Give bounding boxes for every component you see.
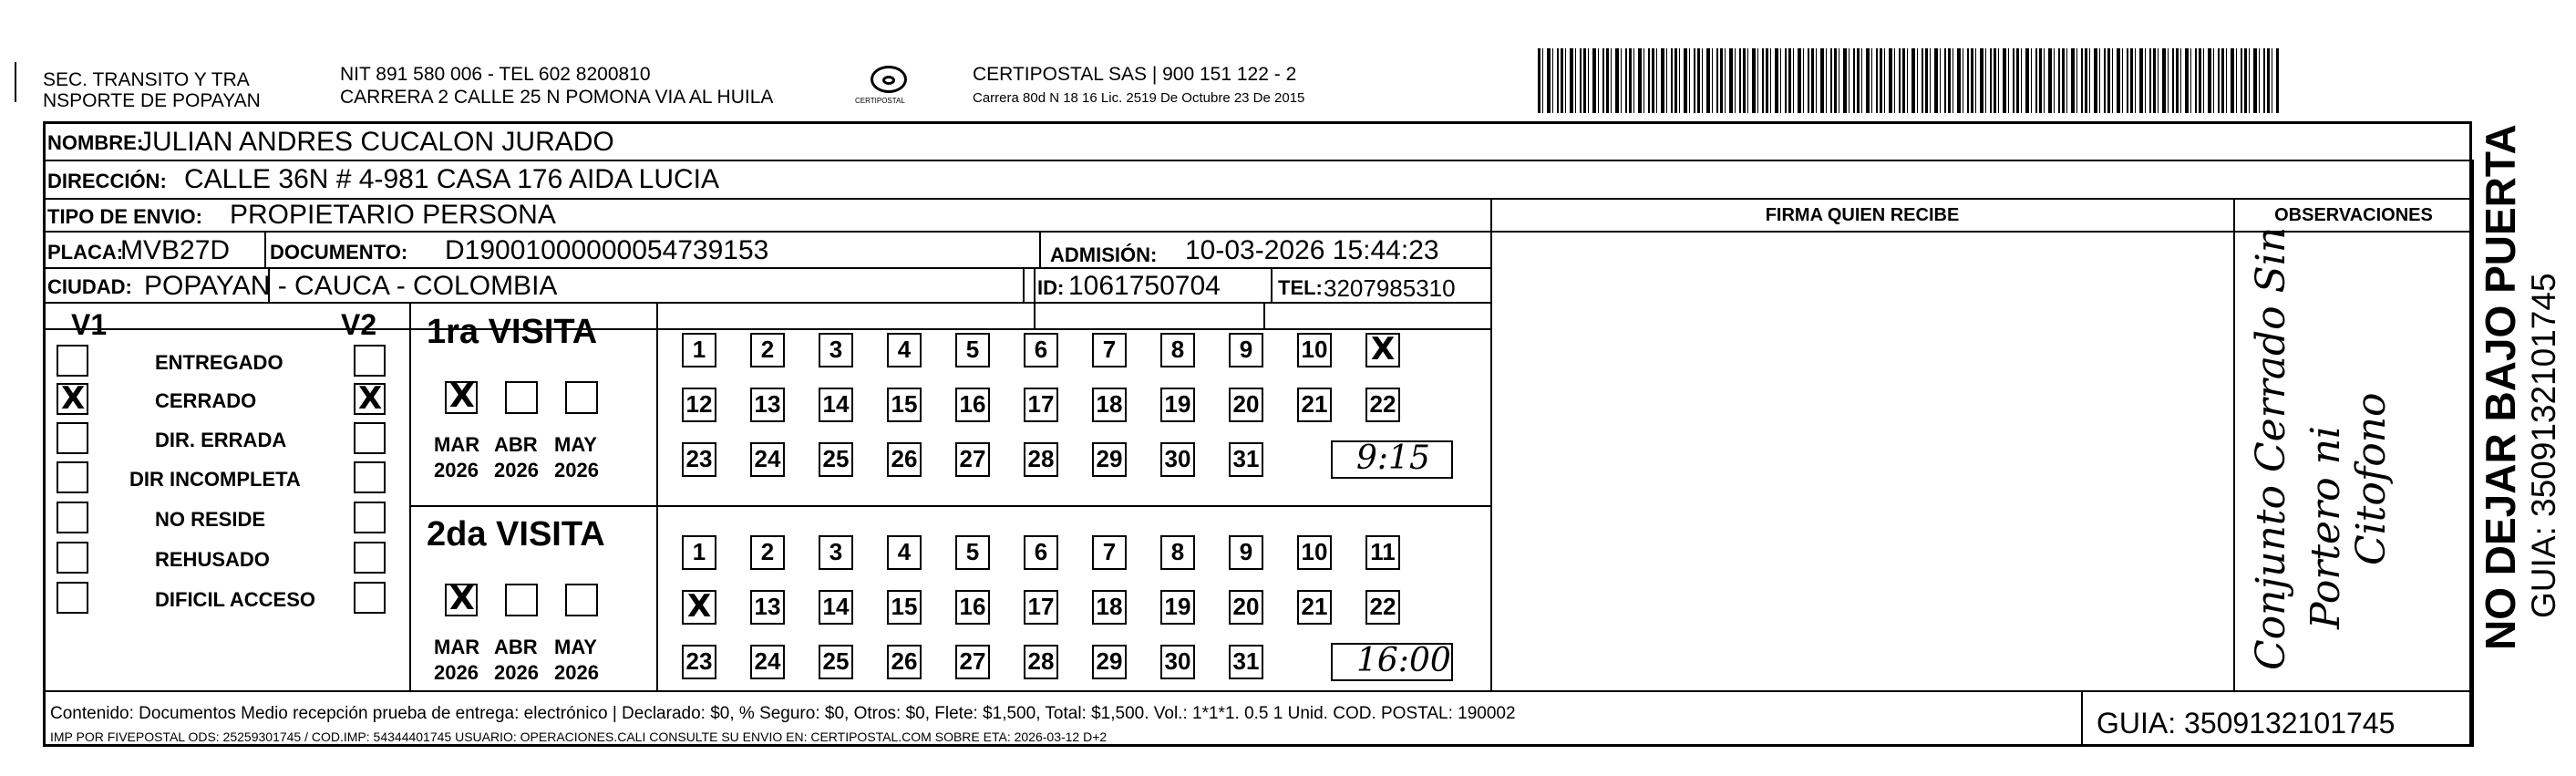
row-divider xyxy=(43,328,1490,330)
day-box-14: 14 xyxy=(819,590,853,625)
nombre-label: NOMBRE: xyxy=(47,131,144,154)
day-box-9: 9 xyxy=(1229,535,1263,570)
day-box-6: 6 xyxy=(1024,535,1058,570)
day-box-20: 20 xyxy=(1229,388,1263,422)
day-marked-x: X xyxy=(1371,331,1396,367)
v1-check-mark: X xyxy=(61,380,86,417)
month-checkbox xyxy=(565,381,598,414)
observation-line-2: Citofono xyxy=(2348,392,2395,565)
day-box-29: 29 xyxy=(1092,442,1127,477)
col-divider xyxy=(656,302,658,690)
day-box-2: 2 xyxy=(750,535,785,570)
day-box-14: 14 xyxy=(819,388,853,422)
documento-label: DOCUMENTO: xyxy=(270,241,408,264)
v2-checkbox xyxy=(354,380,386,417)
month-checkbox xyxy=(445,580,478,617)
day-box-18: 18 xyxy=(1092,590,1127,625)
day-box-30: 30 xyxy=(1160,442,1195,477)
day-box-12: 12 xyxy=(682,388,716,422)
year-label: 2026 xyxy=(494,661,539,684)
day-box-1: 1 xyxy=(682,333,716,367)
month-label: MAY xyxy=(554,433,597,456)
col-divider xyxy=(1263,302,1265,328)
no-dejar-bajo-puerta-notice: NO DEJAR BAJO PUERTA xyxy=(2477,124,2524,650)
month-label: MAY xyxy=(554,636,597,658)
status-label-5: REHUSADO xyxy=(155,548,270,571)
tel-label: TEL: xyxy=(1278,276,1323,299)
v2-checkbox xyxy=(354,422,386,454)
logo-text: CERTIPOSTAL xyxy=(855,97,905,105)
tipo-envio-label: TIPO DE ENVIO: xyxy=(47,205,202,228)
ciudad-value: POPAYAN - CAUCA - COLOMBIA xyxy=(144,271,558,301)
day-box-11 xyxy=(1365,333,1400,367)
day-box-26: 26 xyxy=(887,645,922,679)
col-divider xyxy=(1039,231,1041,267)
v2-checkbox xyxy=(354,582,386,614)
nombre-value: JULIAN ANDRES CUCALON JURADO xyxy=(139,127,614,157)
visit-time-handwritten: 16:00 xyxy=(1356,642,1451,679)
footer-content-line: Contenido: Documentos Medio recepción prueba de entrega: electrónico | Declarado: $0, % Seguro: $0, Otros: $0, Flete: $1,500, Total: $1,500. Vol.: 1*1*1. 0.5 1 Unid. COD. POSTAL: 190002 xyxy=(50,704,1516,723)
month-check-mark: X xyxy=(449,378,475,415)
day-box-29: 29 xyxy=(1092,645,1127,679)
row-divider xyxy=(409,505,1490,507)
visit-time-handwritten: 9:15 xyxy=(1356,440,1430,477)
v1-checkbox xyxy=(57,542,88,574)
day-box-12 xyxy=(682,590,716,625)
status-label-2: DIR. ERRADA xyxy=(155,429,287,451)
day-box-18: 18 xyxy=(1092,388,1127,422)
admision-value: 10-03-2026 15:44:23 xyxy=(1185,235,1439,265)
day-box-31: 31 xyxy=(1229,645,1263,679)
month-checkbox xyxy=(505,381,538,414)
row-divider xyxy=(43,231,2472,233)
day-box-7: 7 xyxy=(1092,535,1127,570)
day-box-3: 3 xyxy=(819,333,853,367)
status-label-6: DIFICIL ACCESO xyxy=(155,588,316,611)
day-box-22: 22 xyxy=(1365,590,1400,625)
v2-check-mark: X xyxy=(358,380,383,417)
col-divider xyxy=(2472,160,2474,747)
day-box-30: 30 xyxy=(1160,645,1195,679)
day-box-24: 24 xyxy=(750,645,785,679)
row-divider xyxy=(43,302,1490,304)
day-box-26: 26 xyxy=(887,442,922,477)
id-label: ID: xyxy=(1037,276,1065,299)
day-box-17: 17 xyxy=(1024,388,1058,422)
day-box-25: 25 xyxy=(819,442,853,477)
day-box-28: 28 xyxy=(1024,645,1058,679)
day-box-27: 27 xyxy=(955,645,990,679)
col-divider xyxy=(2233,198,2235,690)
certipostal-logo-icon xyxy=(871,66,907,93)
day-marked-x: X xyxy=(687,588,712,625)
day-box-10: 10 xyxy=(1297,535,1332,570)
status-label-1: CERRADO xyxy=(155,389,257,412)
v2-checkbox xyxy=(354,345,386,377)
ciudad-label: CIUDAD: xyxy=(47,275,132,298)
v2-header: V2 xyxy=(341,308,377,341)
visit-time-box xyxy=(1331,440,1453,479)
day-box-4: 4 xyxy=(887,333,922,367)
day-box-21: 21 xyxy=(1297,388,1332,422)
status-label-3: DIR INCOMPLETA xyxy=(129,468,301,491)
v1-checkbox xyxy=(57,422,88,454)
sender-line-1: SEC. TRANSITO Y TRA xyxy=(43,69,250,90)
year-label: 2026 xyxy=(554,459,599,481)
day-box-23: 23 xyxy=(682,645,716,679)
observation-line-0: Conjunto Cerrado Sin xyxy=(2248,226,2294,670)
day-box-31: 31 xyxy=(1229,442,1263,477)
v1-header: V1 xyxy=(71,308,108,341)
day-box-22: 22 xyxy=(1365,388,1400,422)
nit-line-2: CARRERA 2 CALLE 25 N POMONA VIA AL HUILA xyxy=(340,87,774,108)
col-divider xyxy=(409,302,411,690)
day-box-8: 8 xyxy=(1160,333,1195,367)
day-box-28: 28 xyxy=(1024,442,1058,477)
col-divider xyxy=(1271,267,1273,302)
status-label-0: ENTREGADO xyxy=(155,351,283,374)
v2-checkbox xyxy=(354,502,386,533)
col-divider xyxy=(1023,267,1025,302)
firma-label: FIRMA QUIEN RECIBE xyxy=(1765,205,1960,225)
visit-title: 2da VISITA xyxy=(427,515,605,554)
row-divider xyxy=(43,690,2472,692)
admision-label: ADMISIÓN: xyxy=(1050,243,1158,266)
day-box-19: 19 xyxy=(1160,388,1195,422)
footer-print-line: IMP POR FIVEPOSTAL ODS: 25259301745 / COD.IMP: 54344401745 USUARIO: OPERACIONES.CALI CONSULTE SU ENVIO EN: CERTIPOSTAL.COM SOBRE ETA: 2026-03-12 D+2 xyxy=(50,729,1108,744)
day-box-15: 15 xyxy=(887,590,922,625)
day-box-19: 19 xyxy=(1160,590,1195,625)
month-label: ABR xyxy=(494,433,538,456)
day-box-5: 5 xyxy=(955,535,990,570)
row-divider xyxy=(43,160,2472,161)
day-box-5: 5 xyxy=(955,333,990,367)
side-guia: GUIA: 3509132101745 xyxy=(2525,273,2562,618)
year-label: 2026 xyxy=(554,661,599,684)
tipo-envio-value: PROPIETARIO PERSONA xyxy=(230,200,556,230)
day-box-8: 8 xyxy=(1160,535,1195,570)
v1-checkbox xyxy=(57,502,88,533)
month-checkbox xyxy=(445,378,478,415)
day-box-25: 25 xyxy=(819,645,853,679)
footer-guia: GUIA: 3509132101745 xyxy=(2097,707,2396,740)
day-box-13: 13 xyxy=(750,590,785,625)
v1-checkbox xyxy=(57,582,88,614)
placa-label: PLACA: xyxy=(47,241,124,264)
margin-mark xyxy=(15,62,16,102)
visit-title: 1ra VISITA xyxy=(427,313,598,351)
day-box-21: 21 xyxy=(1297,590,1332,625)
tel-value: 3207985310 xyxy=(1324,274,1456,302)
day-box-7: 7 xyxy=(1092,333,1127,367)
day-box-16: 16 xyxy=(955,590,990,625)
company-line-1: CERTIPOSTAL SAS | 900 151 122 - 2 xyxy=(973,64,1297,85)
day-box-9: 9 xyxy=(1229,333,1263,367)
day-box-16: 16 xyxy=(955,388,990,422)
month-checkbox xyxy=(505,584,538,616)
year-label: 2026 xyxy=(434,459,479,481)
id-value: 1061750704 xyxy=(1068,271,1221,301)
col-divider xyxy=(1034,267,1036,328)
day-box-15: 15 xyxy=(887,388,922,422)
v1-checkbox xyxy=(57,380,88,417)
direccion-label: DIRECCIÓN: xyxy=(47,170,167,192)
barcode xyxy=(1538,48,2279,113)
observation-line-1: Portero ni xyxy=(2303,426,2349,629)
month-checkbox xyxy=(565,584,598,616)
col-divider xyxy=(264,231,266,267)
day-box-13: 13 xyxy=(750,388,785,422)
day-box-1: 1 xyxy=(682,535,716,570)
month-label: MAR xyxy=(434,636,480,658)
day-box-23: 23 xyxy=(682,442,716,477)
v1-checkbox xyxy=(57,345,88,377)
day-box-10: 10 xyxy=(1297,333,1332,367)
year-label: 2026 xyxy=(494,459,539,481)
nit-line-1: NIT 891 580 006 - TEL 602 8200810 xyxy=(340,64,651,85)
month-label: ABR xyxy=(494,636,538,658)
status-label-4: NO RESIDE xyxy=(155,508,266,531)
day-box-27: 27 xyxy=(955,442,990,477)
col-divider xyxy=(1490,198,1492,690)
v2-checkbox xyxy=(354,461,386,493)
day-box-3: 3 xyxy=(819,535,853,570)
day-box-17: 17 xyxy=(1024,590,1058,625)
visit-time-box xyxy=(1331,643,1453,681)
col-divider xyxy=(2081,690,2083,747)
month-label: MAR xyxy=(434,433,480,456)
observaciones-label: OBSERVACIONES xyxy=(2274,205,2433,225)
day-box-11: 11 xyxy=(1365,535,1400,570)
documento-value: D19001000000054739153 xyxy=(445,235,769,265)
month-check-mark: X xyxy=(449,580,475,617)
day-box-4: 4 xyxy=(887,535,922,570)
company-line-2: Carrera 80d N 18 16 Lic. 2519 De Octubre 23 De 2015 xyxy=(973,90,1305,106)
placa-value: MVB27D xyxy=(120,235,231,265)
year-label: 2026 xyxy=(434,661,479,684)
day-box-2: 2 xyxy=(750,333,785,367)
row-divider xyxy=(43,267,1490,269)
day-box-24: 24 xyxy=(750,442,785,477)
day-box-6: 6 xyxy=(1024,333,1058,367)
sender-line-2: NSPORTE DE POPAYAN xyxy=(43,90,261,111)
day-box-20: 20 xyxy=(1229,590,1263,625)
direccion-value: CALLE 36N # 4-981 CASA 176 AIDA LUCIA xyxy=(184,164,720,194)
v2-checkbox xyxy=(354,542,386,574)
v1-checkbox xyxy=(57,461,88,493)
